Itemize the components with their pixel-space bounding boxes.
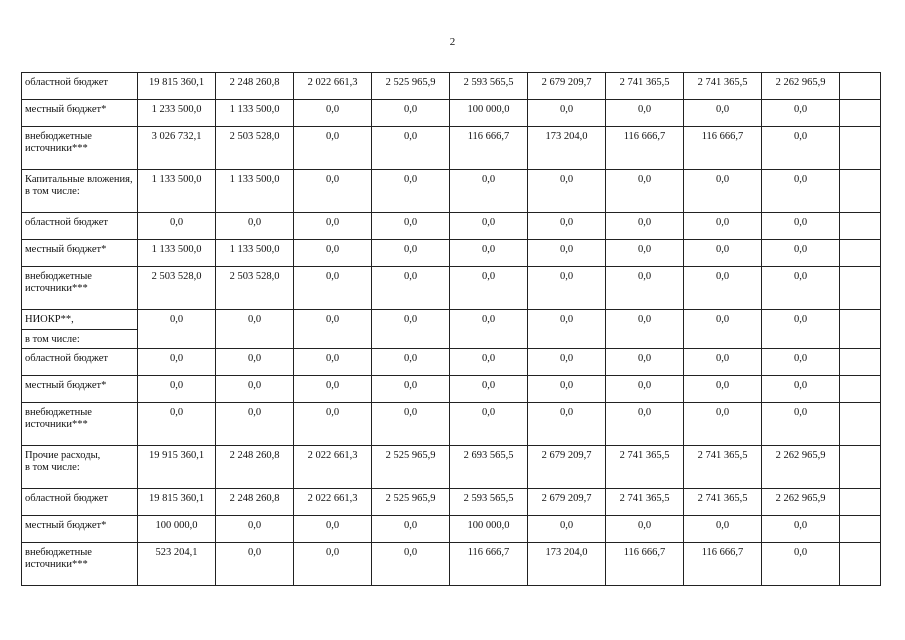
table-cell: 0,0 <box>294 170 372 213</box>
table-cell: 0,0 <box>216 349 294 376</box>
table-cell: 0,0 <box>450 403 528 446</box>
table-cell <box>840 267 881 310</box>
table-cell: 0,0 <box>762 100 840 127</box>
table-cell: 2 679 209,7 <box>528 73 606 100</box>
table-cell: 0,0 <box>528 310 606 349</box>
table-row <box>22 446 881 489</box>
table-cell: 2 693 565,5 <box>450 446 528 489</box>
table-cell: 0,0 <box>372 310 450 349</box>
page-number: 2 <box>449 36 456 48</box>
table-cell: 19 815 360,1 <box>138 489 216 516</box>
table-cell: 0,0 <box>762 240 840 267</box>
table-cell: 0,0 <box>528 349 606 376</box>
table-cell: 0,0 <box>294 240 372 267</box>
table-cell: 3 026 732,1 <box>138 127 216 170</box>
table-cell: 0,0 <box>294 349 372 376</box>
table-cell: 0,0 <box>684 310 762 349</box>
table-row <box>22 376 881 403</box>
table-cell: 0,0 <box>294 127 372 170</box>
table-cell <box>840 543 881 586</box>
row-label: Капитальные вложения, в том числе: <box>22 170 138 213</box>
table-cell: 0,0 <box>294 100 372 127</box>
table-cell: 2 022 661,3 <box>294 73 372 100</box>
table-cell: 0,0 <box>138 376 216 403</box>
table-cell: 1 133 500,0 <box>216 240 294 267</box>
table-cell: 0,0 <box>216 516 294 543</box>
table-cell: 1 133 500,0 <box>216 170 294 213</box>
table-cell: 0,0 <box>294 516 372 543</box>
table-cell: 2 503 528,0 <box>216 267 294 310</box>
table-cell: 0,0 <box>450 376 528 403</box>
table-cell <box>840 100 881 127</box>
row-label: областной бюджет <box>22 349 138 376</box>
table-row <box>22 127 881 170</box>
table-cell: 0,0 <box>528 516 606 543</box>
table-cell <box>840 310 881 349</box>
table-cell: 0,0 <box>684 349 762 376</box>
table-cell: 19 815 360,1 <box>138 73 216 100</box>
table-cell <box>840 73 881 100</box>
table-cell: 0,0 <box>528 213 606 240</box>
table-cell: 0,0 <box>606 516 684 543</box>
table-cell: 0,0 <box>528 376 606 403</box>
table-cell: 0,0 <box>606 267 684 310</box>
table-cell: 1 233 500,0 <box>138 100 216 127</box>
table-cell: 0,0 <box>450 310 528 349</box>
table-cell: 2 593 565,5 <box>450 489 528 516</box>
row-label: местный бюджет* <box>22 376 138 403</box>
table-cell: 0,0 <box>450 349 528 376</box>
table-cell: 2 525 965,9 <box>372 489 450 516</box>
table-cell: 0,0 <box>762 213 840 240</box>
table-cell: 19 915 360,1 <box>138 446 216 489</box>
table-cell: 1 133 500,0 <box>138 240 216 267</box>
table-cell: 0,0 <box>294 310 372 349</box>
table-cell: 0,0 <box>684 376 762 403</box>
row-label: внебюджетные источники*** <box>22 403 138 446</box>
table-cell: 0,0 <box>606 170 684 213</box>
table-cell: 116 666,7 <box>606 127 684 170</box>
table-cell: 0,0 <box>528 170 606 213</box>
table-cell: 0,0 <box>684 516 762 543</box>
table-cell: 1 133 500,0 <box>216 100 294 127</box>
table-cell: 0,0 <box>606 376 684 403</box>
table-cell: 0,0 <box>372 516 450 543</box>
table-cell: 0,0 <box>606 100 684 127</box>
row-label: внебюджетные источники*** <box>22 127 138 170</box>
table-cell: 2 022 661,3 <box>294 489 372 516</box>
table-cell: 2 262 965,9 <box>762 489 840 516</box>
row-label: внебюджетные источники*** <box>22 543 138 586</box>
table-row <box>22 543 881 586</box>
table-cell: 2 503 528,0 <box>138 267 216 310</box>
table-cell: 0,0 <box>372 240 450 267</box>
table-cell: 0,0 <box>372 170 450 213</box>
row-label: местный бюджет* <box>22 100 138 127</box>
table-row <box>22 170 881 213</box>
table-cell: 2 022 661,3 <box>294 446 372 489</box>
row-label: местный бюджет* <box>22 516 138 543</box>
table-row <box>22 100 881 127</box>
row-label: областной бюджет <box>22 489 138 516</box>
table-cell: 0,0 <box>294 543 372 586</box>
table-cell: 2 741 365,5 <box>684 489 762 516</box>
table-cell: 116 666,7 <box>450 543 528 586</box>
table-cell: 2 741 365,5 <box>606 446 684 489</box>
table-cell: 0,0 <box>528 240 606 267</box>
table-cell: 0,0 <box>138 349 216 376</box>
table-cell: 0,0 <box>762 349 840 376</box>
row-label: внебюджетные источники*** <box>22 267 138 310</box>
table-cell: 0,0 <box>216 403 294 446</box>
table-cell <box>840 516 881 543</box>
table-cell: 0,0 <box>372 376 450 403</box>
table-row <box>22 240 881 267</box>
table-cell: 0,0 <box>684 213 762 240</box>
table-cell: 2 503 528,0 <box>216 127 294 170</box>
table-cell <box>840 213 881 240</box>
table-cell: 2 593 565,5 <box>450 73 528 100</box>
row-label: НИОКР**, <box>22 310 138 330</box>
table-cell: 0,0 <box>294 267 372 310</box>
table-cell: 0,0 <box>216 543 294 586</box>
row-label-continued: в том числе: <box>22 330 138 349</box>
table-cell: 0,0 <box>762 403 840 446</box>
table-cell: 0,0 <box>216 213 294 240</box>
table-row <box>22 213 881 240</box>
table-cell: 0,0 <box>216 310 294 349</box>
table-cell: 0,0 <box>450 213 528 240</box>
table-cell: 116 666,7 <box>606 543 684 586</box>
table-cell: 2 679 209,7 <box>528 446 606 489</box>
table-cell: 0,0 <box>684 267 762 310</box>
table-cell: 2 248 260,8 <box>216 446 294 489</box>
table-cell: 0,0 <box>528 267 606 310</box>
table-cell: 523 204,1 <box>138 543 216 586</box>
table-cell: 100 000,0 <box>450 100 528 127</box>
table-cell <box>840 127 881 170</box>
table-cell: 0,0 <box>762 543 840 586</box>
table-cell: 0,0 <box>528 403 606 446</box>
table-row <box>22 349 881 376</box>
table-cell: 173 204,0 <box>528 543 606 586</box>
table-cell: 0,0 <box>372 543 450 586</box>
table-cell: 2 525 965,9 <box>372 446 450 489</box>
table-cell: 0,0 <box>372 349 450 376</box>
table-cell: 2 741 365,5 <box>606 489 684 516</box>
table-cell: 116 666,7 <box>684 543 762 586</box>
table-row <box>22 403 881 446</box>
table-cell: 0,0 <box>528 100 606 127</box>
row-label: Прочие расходы, в том числе: <box>22 446 138 489</box>
table-cell: 0,0 <box>372 267 450 310</box>
table-cell: 0,0 <box>138 310 216 349</box>
table-cell: 0,0 <box>762 516 840 543</box>
budget-table <box>21 72 881 586</box>
table-row <box>22 310 881 330</box>
table-cell <box>840 349 881 376</box>
table-cell: 0,0 <box>450 170 528 213</box>
table-cell: 0,0 <box>372 213 450 240</box>
row-label: областной бюджет <box>22 73 138 100</box>
table-cell: 0,0 <box>762 170 840 213</box>
table-cell: 0,0 <box>138 403 216 446</box>
row-label: местный бюджет* <box>22 240 138 267</box>
table-cell: 2 248 260,8 <box>216 73 294 100</box>
table-cell: 0,0 <box>372 403 450 446</box>
table-cell: 0,0 <box>294 376 372 403</box>
table-cell: 2 741 365,5 <box>606 73 684 100</box>
table-cell: 0,0 <box>762 127 840 170</box>
table-cell: 173 204,0 <box>528 127 606 170</box>
table-cell: 2 525 965,9 <box>372 73 450 100</box>
table-cell: 0,0 <box>762 310 840 349</box>
table-cell: 0,0 <box>762 267 840 310</box>
table-cell: 2 679 209,7 <box>528 489 606 516</box>
table-cell: 2 741 365,5 <box>684 73 762 100</box>
table-cell <box>840 489 881 516</box>
table-row <box>22 267 881 310</box>
table-cell: 0,0 <box>684 403 762 446</box>
table-cell: 2 248 260,8 <box>216 489 294 516</box>
table-cell: 0,0 <box>684 240 762 267</box>
table-cell: 0,0 <box>606 310 684 349</box>
table-cell: 0,0 <box>606 403 684 446</box>
table-cell: 2 262 965,9 <box>762 73 840 100</box>
table-cell: 1 133 500,0 <box>138 170 216 213</box>
table-row <box>22 516 881 543</box>
table-cell <box>840 170 881 213</box>
table-cell <box>840 446 881 489</box>
table-cell: 0,0 <box>684 170 762 213</box>
table-cell: 2 741 365,5 <box>684 446 762 489</box>
table-row <box>22 73 881 100</box>
table-cell: 2 262 965,9 <box>762 446 840 489</box>
table-cell: 100 000,0 <box>138 516 216 543</box>
row-label: областной бюджет <box>22 213 138 240</box>
table-cell: 0,0 <box>450 267 528 310</box>
table-cell <box>840 376 881 403</box>
table-cell <box>840 240 881 267</box>
table-cell: 0,0 <box>138 213 216 240</box>
table-cell: 0,0 <box>294 213 372 240</box>
table-cell: 0,0 <box>762 376 840 403</box>
table-cell: 0,0 <box>606 240 684 267</box>
table-row <box>22 489 881 516</box>
table-cell <box>840 403 881 446</box>
table-cell: 0,0 <box>684 100 762 127</box>
table-cell: 116 666,7 <box>450 127 528 170</box>
table-cell: 0,0 <box>294 403 372 446</box>
table-cell: 0,0 <box>450 240 528 267</box>
table-cell: 0,0 <box>606 213 684 240</box>
table-cell: 100 000,0 <box>450 516 528 543</box>
table-cell: 0,0 <box>216 376 294 403</box>
table-cell: 0,0 <box>606 349 684 376</box>
table-cell: 0,0 <box>372 100 450 127</box>
table-cell: 116 666,7 <box>684 127 762 170</box>
table-cell: 0,0 <box>372 127 450 170</box>
